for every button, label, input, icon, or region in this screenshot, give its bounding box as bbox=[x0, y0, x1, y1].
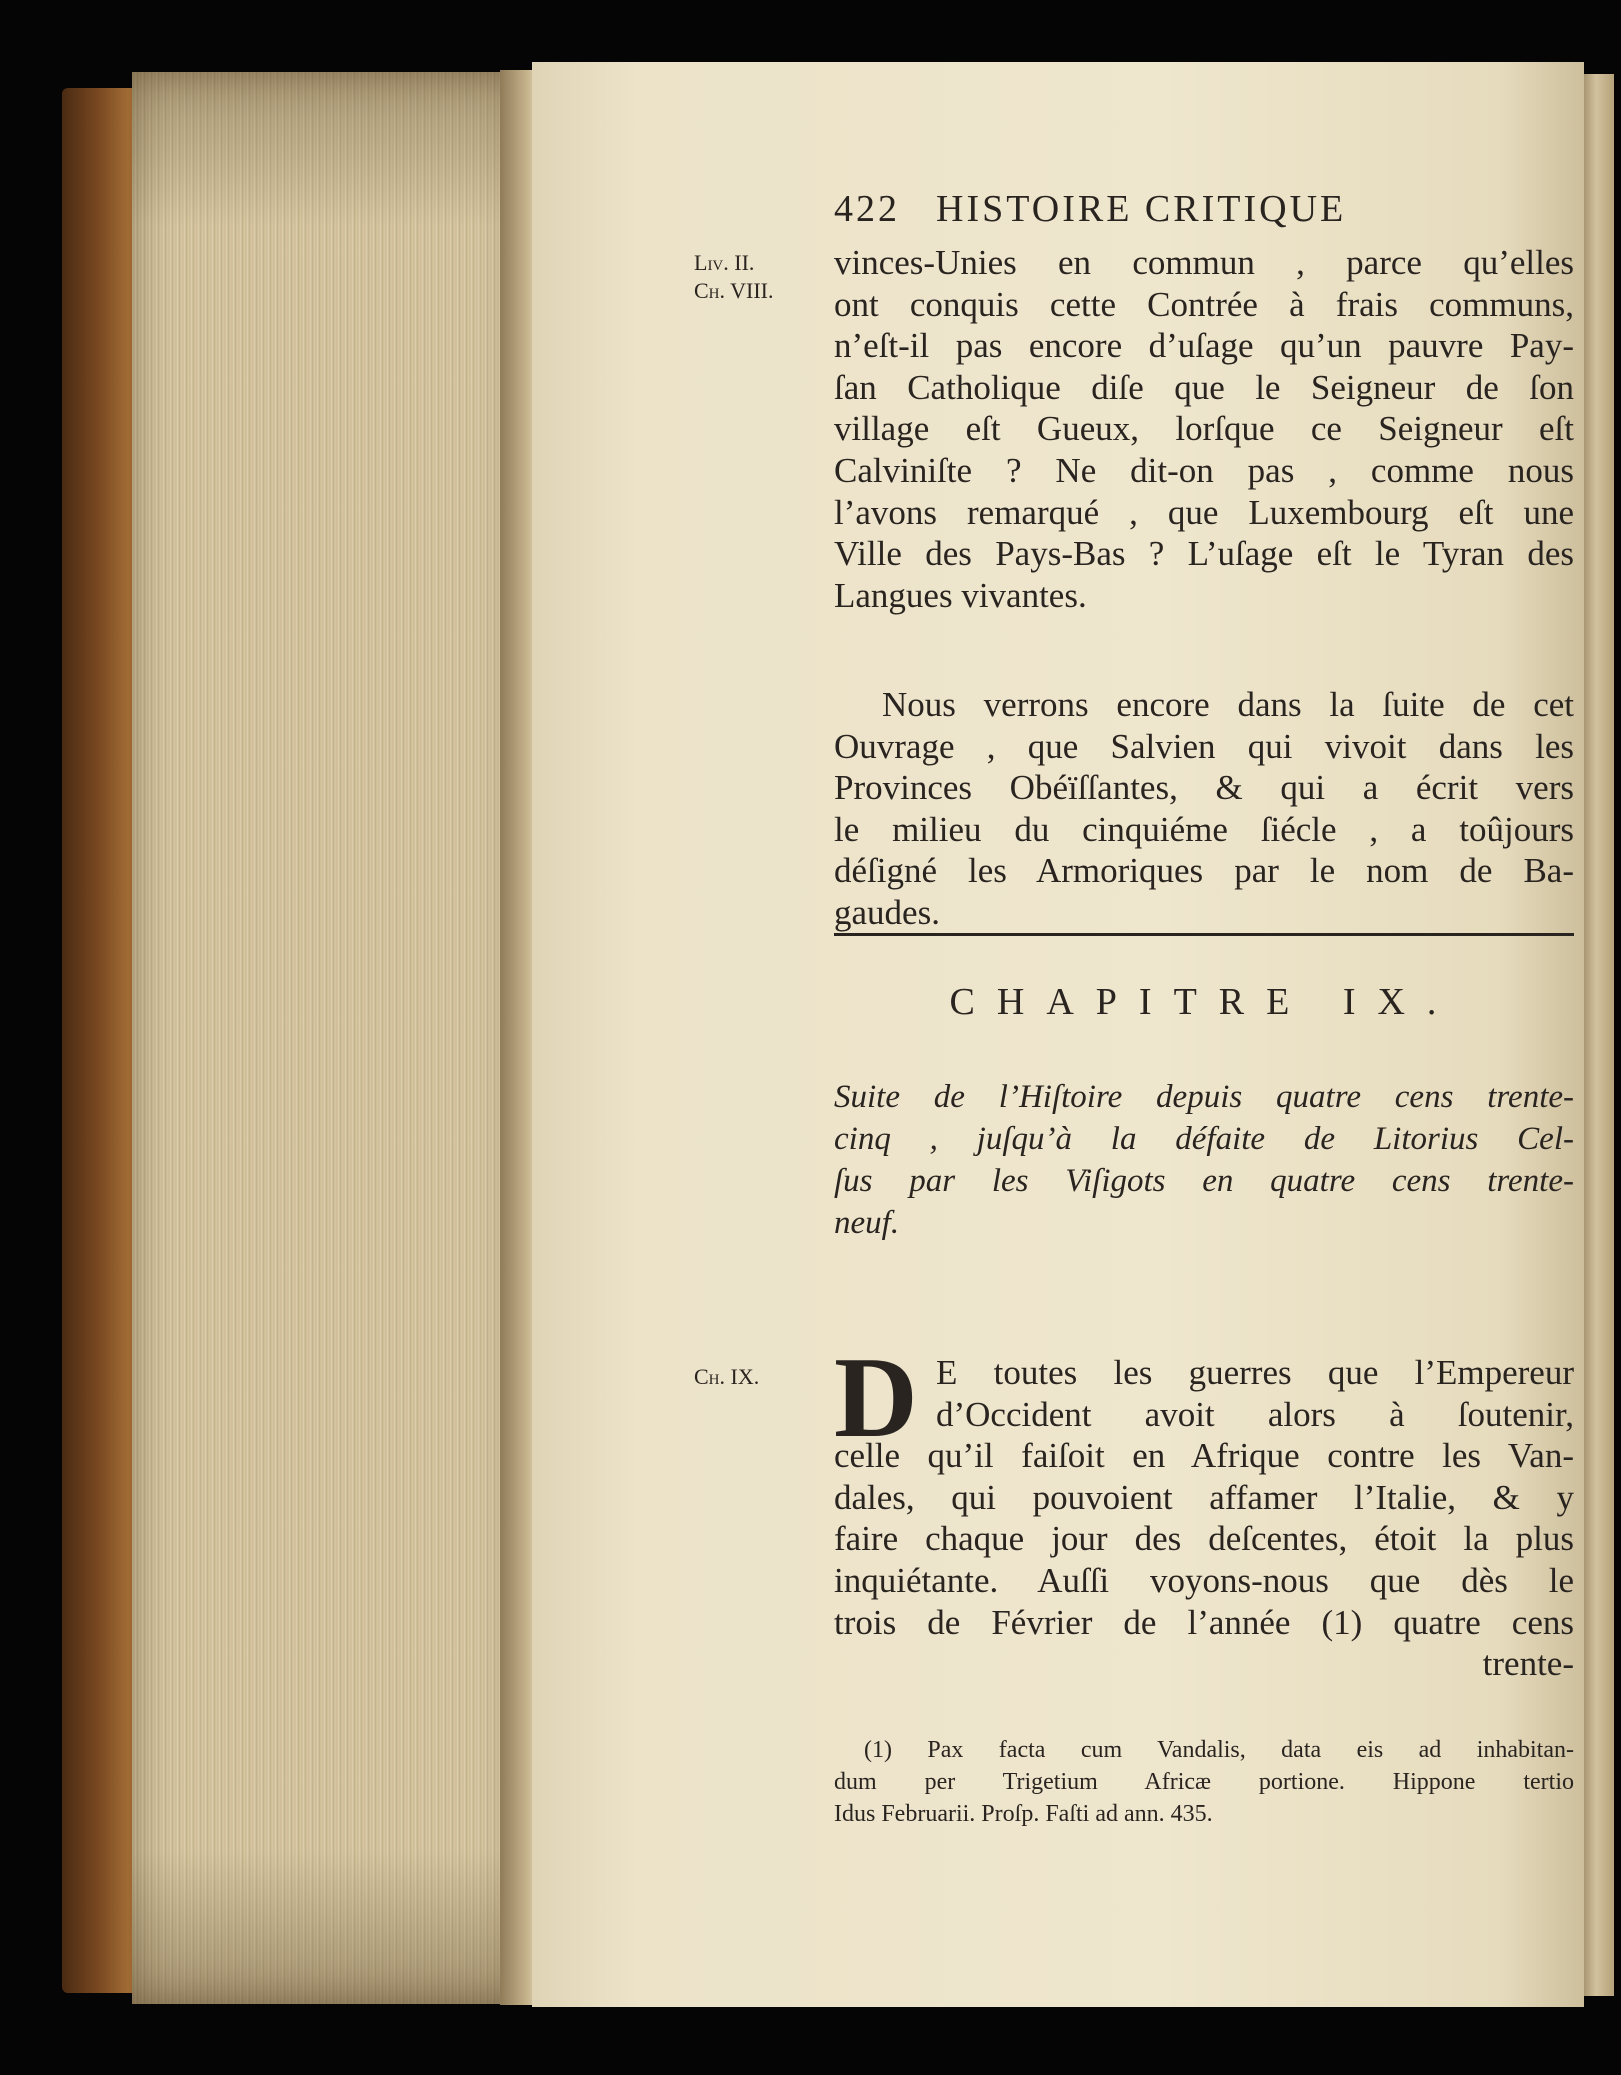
text-line: celle qu’il faiſoit en Afrique contre les Van- bbox=[834, 1436, 1574, 1476]
text-line: le milieu du cinquiéme ſiécle , a toûjours bbox=[834, 809, 1574, 849]
margin-note-chapter-current: Ch. IX. bbox=[694, 1364, 760, 1389]
page-number: 422 bbox=[834, 188, 900, 230]
margin-note-book: Liv. II. bbox=[694, 250, 755, 275]
chapter-body bbox=[834, 1334, 1574, 1685]
text-line: dales, qui pouvoient affamer l’Italie, & y bbox=[834, 1477, 1574, 1517]
page-edges-shadow bbox=[132, 72, 522, 2004]
text-line: ont conquis cette Contrée à frais communs, bbox=[834, 284, 1574, 324]
text-line: n’eſt-il pas encore d’uſage qu’un pauvre Pay- bbox=[834, 326, 1574, 366]
drop-cap: D bbox=[834, 1334, 918, 1462]
text-line: faire chaque jour des deſcentes, étoit la plus bbox=[834, 1519, 1574, 1559]
text-line: Langues vivantes. bbox=[834, 575, 1087, 615]
text-line: inquiétante. Auſſi voyons-nous que dès le bbox=[834, 1560, 1574, 1600]
text-line: d’Occident avoit alors à ſoutenir, bbox=[936, 1394, 1574, 1434]
text-line: vinces-Unies en commun , parce qu’elles bbox=[834, 243, 1574, 282]
footnote-line: dum per Trigetium Africæ portione. Hippone tertio bbox=[834, 1769, 1574, 1795]
text-line: Nous verrons encore dans la ſuite de cet bbox=[882, 685, 1574, 724]
summary-line: ſus par les Viſigots en quatre cens trente- bbox=[834, 1163, 1574, 1199]
running-head bbox=[834, 187, 1574, 239]
text-line: village eſt Gueux, lorſque ce Seigneur eſt bbox=[834, 409, 1574, 449]
book-page bbox=[532, 62, 1584, 2007]
text-line: déſigné les Armoriques par le nom de Ba- bbox=[834, 851, 1574, 891]
text-line: ſan Catholique diſe que le Seigneur de ſon bbox=[834, 367, 1574, 407]
summary-line: Suite de l’Hiſtoire depuis quatre cens trente- bbox=[834, 1079, 1574, 1115]
footnote-line: (1) Pax facta cum Vandalis, data eis ad inhabitan- bbox=[864, 1737, 1574, 1763]
paragraph-2 bbox=[834, 684, 1574, 934]
next-page-edge bbox=[1584, 74, 1614, 1996]
footnote-line: Idus Februarii. Proſp. Faſti ad ann. 435. bbox=[834, 1801, 1213, 1827]
paragraph-1 bbox=[834, 242, 1574, 616]
text-line: l’avons remarqué , que Luxembourg eſt une bbox=[834, 492, 1574, 532]
text-line: Calviniſte ? Ne dit-on pas , comme nous bbox=[834, 450, 1574, 490]
summary-line: cinq , juſqu’à la défaite de Litorius Cel- bbox=[834, 1121, 1574, 1157]
text-line: Ouvrage , que Salvien qui vivoit dans les bbox=[834, 726, 1574, 766]
text-line: Ville des Pays-Bas ? L’uſage eſt le Tyran des bbox=[834, 534, 1574, 574]
margin-note-chapter-prev: Ch. VIII. bbox=[694, 278, 774, 303]
text-line: Provinces Obéïſſantes, & qui a écrit vers bbox=[834, 768, 1574, 808]
text-line: gaudes. bbox=[834, 892, 940, 932]
chapter-rule bbox=[834, 933, 1574, 936]
catchword: trente- bbox=[1482, 1644, 1574, 1684]
running-title: HISTOIRE CRITIQUE bbox=[936, 188, 1347, 230]
text-line: E toutes les guerres que l’Empereur bbox=[936, 1353, 1574, 1392]
summary-line: neuf. bbox=[834, 1205, 900, 1241]
footnote bbox=[834, 1734, 1574, 1830]
chapter-title: CHAPITRE IX. bbox=[949, 981, 1459, 1023]
chapter-summary bbox=[834, 1076, 1574, 1244]
text-line: trois de Février de l’année (1) quatre cens bbox=[834, 1602, 1574, 1642]
